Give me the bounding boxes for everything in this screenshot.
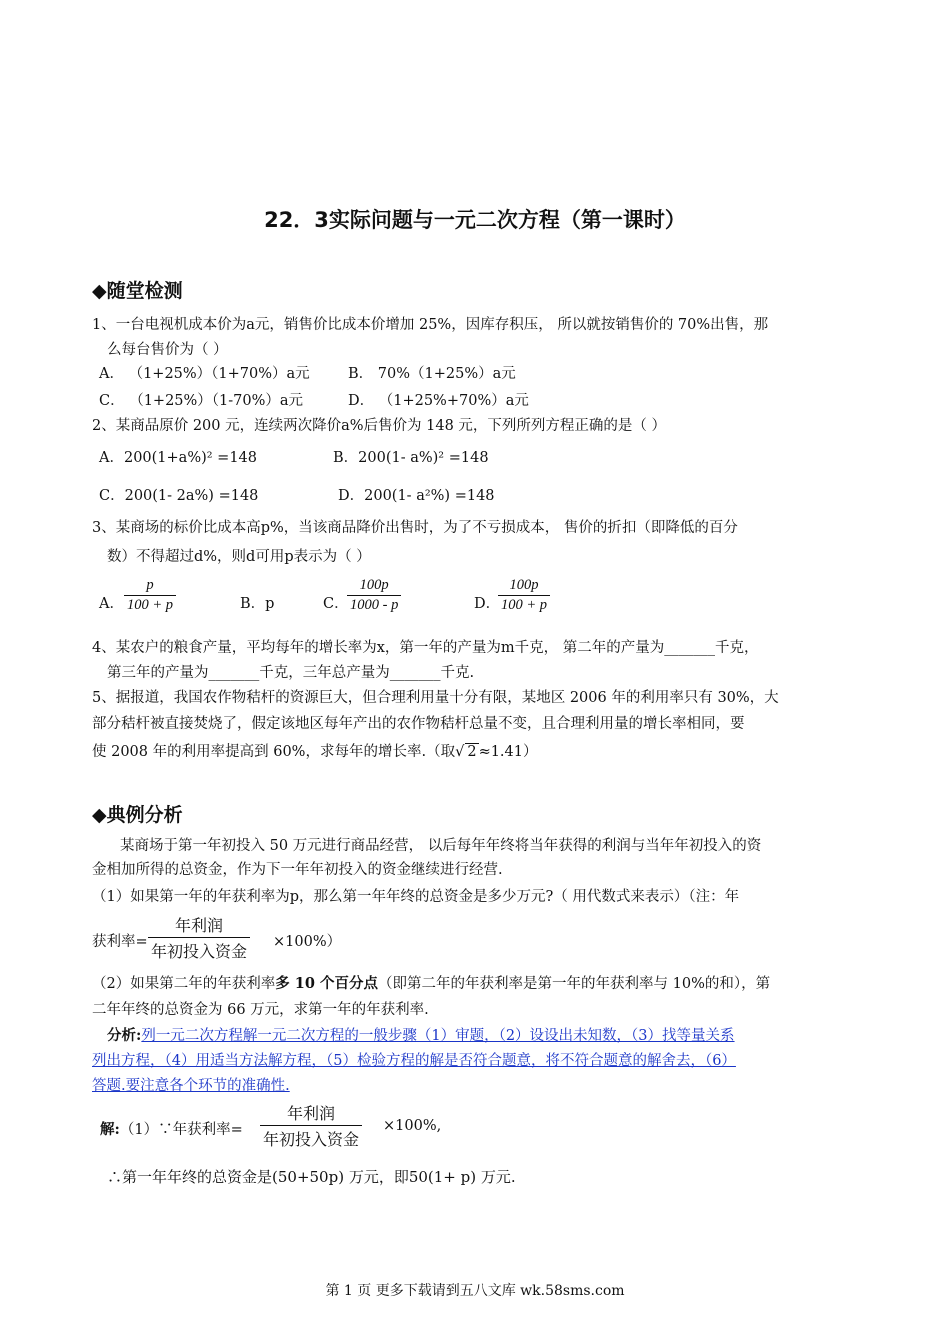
q3-option-a-fraction (124, 577, 176, 614)
analysis-line1 (107, 1024, 735, 1045)
analysis-label: 分析: (107, 1027, 142, 1044)
sqrt-icon: √ (455, 744, 465, 760)
solution-line2: ∴第一年年终的总资金是(50+50p) 万元，即50(1+ p) 万元. (107, 1168, 516, 1186)
analysis-text-3[interactable]: 答题.要注意各个环节的准确性. (92, 1078, 290, 1094)
solution-line1 (100, 1118, 243, 1139)
example-q2-line1 (92, 972, 770, 993)
q3-option-d-fraction (498, 577, 550, 614)
solution-prefix: （1）∵年获利率= (119, 1122, 243, 1138)
q3-option-a-denominator: 100 + p (127, 597, 174, 613)
analysis-text-1[interactable]: 列一元二次方程解一元二次方程的一般步骤（1）审题，（2）设设出未知数，（3）找等量关系 (141, 1028, 735, 1044)
q5-line1: 5、据报道，我国农作物秸杆的资源巨大，但合理利用量十分有限，某地区 2006 年的利用率只有 30%，大 (92, 690, 779, 706)
q3-option-b: B．p (240, 596, 275, 612)
q3-option-c-numerator: 100p (347, 577, 401, 596)
q5-line3-approx: ≈1.41） (478, 744, 538, 760)
q2-option-d: D．200(1- a²%) =148 (338, 488, 495, 504)
q3-option-c-label: C． (323, 596, 349, 612)
q4-line1: 4、某农户的粮食产量，平均每年的增长率为x，第一年的产量为m千克， 第二年的产量为_______千克， (92, 640, 759, 656)
q3-option-d-denominator: 100 + p (501, 597, 548, 613)
example-q2-text-b: （即第二年的年获利率是第一年的年获利率与 10%的和），第 (378, 976, 771, 992)
solution-suffix: ×100%, (383, 1118, 442, 1134)
formula-denominator: 年初投入资金 (151, 942, 248, 961)
q5-line3-text: 使 2008 年的利用率提高到 60%，求每年的增长率.（取 (92, 744, 456, 760)
q5-sqrt-value: 2 (467, 744, 477, 760)
section-heading-practice: ◆随堂检测 (92, 280, 183, 302)
q2-option-a: A．200(1+a%)² =148 (99, 450, 258, 466)
q3-line1: 3、某商场的标价比成本高p%，当该商品降价出售时，为了不亏损成本， 售价的折扣（即降低的百分 (92, 520, 738, 536)
page-title: 22．3实际问题与一元二次方程（第一课时） (264, 208, 686, 232)
q2-option-b: B．200(1- a%)² =148 (333, 450, 489, 466)
formula-fraction (148, 913, 250, 962)
section-heading-example: ◆典例分析 (92, 804, 183, 826)
solution-label: 解: (100, 1121, 120, 1138)
formula-numerator: 年利润 (148, 913, 250, 938)
q5-line3 (92, 740, 538, 761)
q1-line1: 1、一台电视机成本价为a元，销售价比成本价增加 25%，因库存积压， 所以就按销售价的 70%出售，那 (92, 317, 769, 333)
q3-line2: 数）不得超过d%，则d可用p表示为（ ） (107, 549, 371, 565)
formula-prefix: 获利率= (92, 934, 148, 950)
q1-line2: 么每台售价为（ ） (107, 342, 228, 358)
example-q2-emphasis: 多 10 个百分点 (275, 975, 379, 992)
q3-option-c-denominator: 1000 - p (350, 597, 399, 613)
analysis-text-2[interactable]: 列出方程，（4）用适当方法解方程，（5）检验方程的解是否符合题意，将不符合题意的解舍去，（6） (92, 1053, 736, 1069)
example-q2-line2: 二年年终的总资金为 66 万元，求第一年的年获利率. (92, 1002, 429, 1018)
q3-option-a-numerator: p (124, 577, 176, 596)
q3-option-a-label: A． (99, 596, 124, 612)
q1-option-b: B． 70%（1+25%）a元 (348, 366, 516, 382)
example-p2: 金相加所得的总资金，作为下一年年初投入的资金继续进行经营. (92, 862, 503, 878)
solution-numerator: 年利润 (260, 1101, 362, 1126)
q4-line2: 第三年的产量为_______千克，三年总产量为_______千克. (107, 665, 475, 681)
q2-line1: 2、某商品原价 200 元，连续两次降价a%后售价为 148 元，下列所列方程正确的是（ ） (92, 418, 667, 434)
q3-option-c-fraction (347, 577, 401, 614)
q1-option-c: C． （1+25%）（1-70%）a元 (99, 393, 304, 409)
example-p1: 某商场于第一年初投入 50 万元进行商品经营， 以后每年年终将当年获得的利润与当年年初投入的资 (120, 838, 762, 854)
q3-option-d-label: D． (474, 596, 501, 612)
page-footer: 第 1 页 更多下载请到五八文库 wk.58sms.com (325, 1283, 625, 1299)
q5-line2: 部分秸杆被直接焚烧了，假定该地区每年产出的农作物秸杆总量不变，且合理利用量的增长率相同，要 (92, 716, 745, 732)
solution-fraction (260, 1101, 362, 1150)
example-q1: （1）如果第一年的年获利率为p，那么第一年年终的总资金是多少万元?（ 用代数式来表示）（注：年 (92, 889, 740, 905)
q2-option-c: C．200(1- 2a%) =148 (99, 488, 259, 504)
q1-option-d: D． （1+25%+70%）a元 (348, 393, 529, 409)
q1-option-a: A． （1+25%）（1+70%）a元 (99, 366, 310, 382)
formula-suffix: ×100%） (273, 934, 342, 950)
solution-denominator: 年初投入资金 (263, 1130, 360, 1149)
q3-option-d-numerator: 100p (498, 577, 550, 596)
example-q2-text-a: （2）如果第二年的年获利率 (92, 976, 276, 992)
